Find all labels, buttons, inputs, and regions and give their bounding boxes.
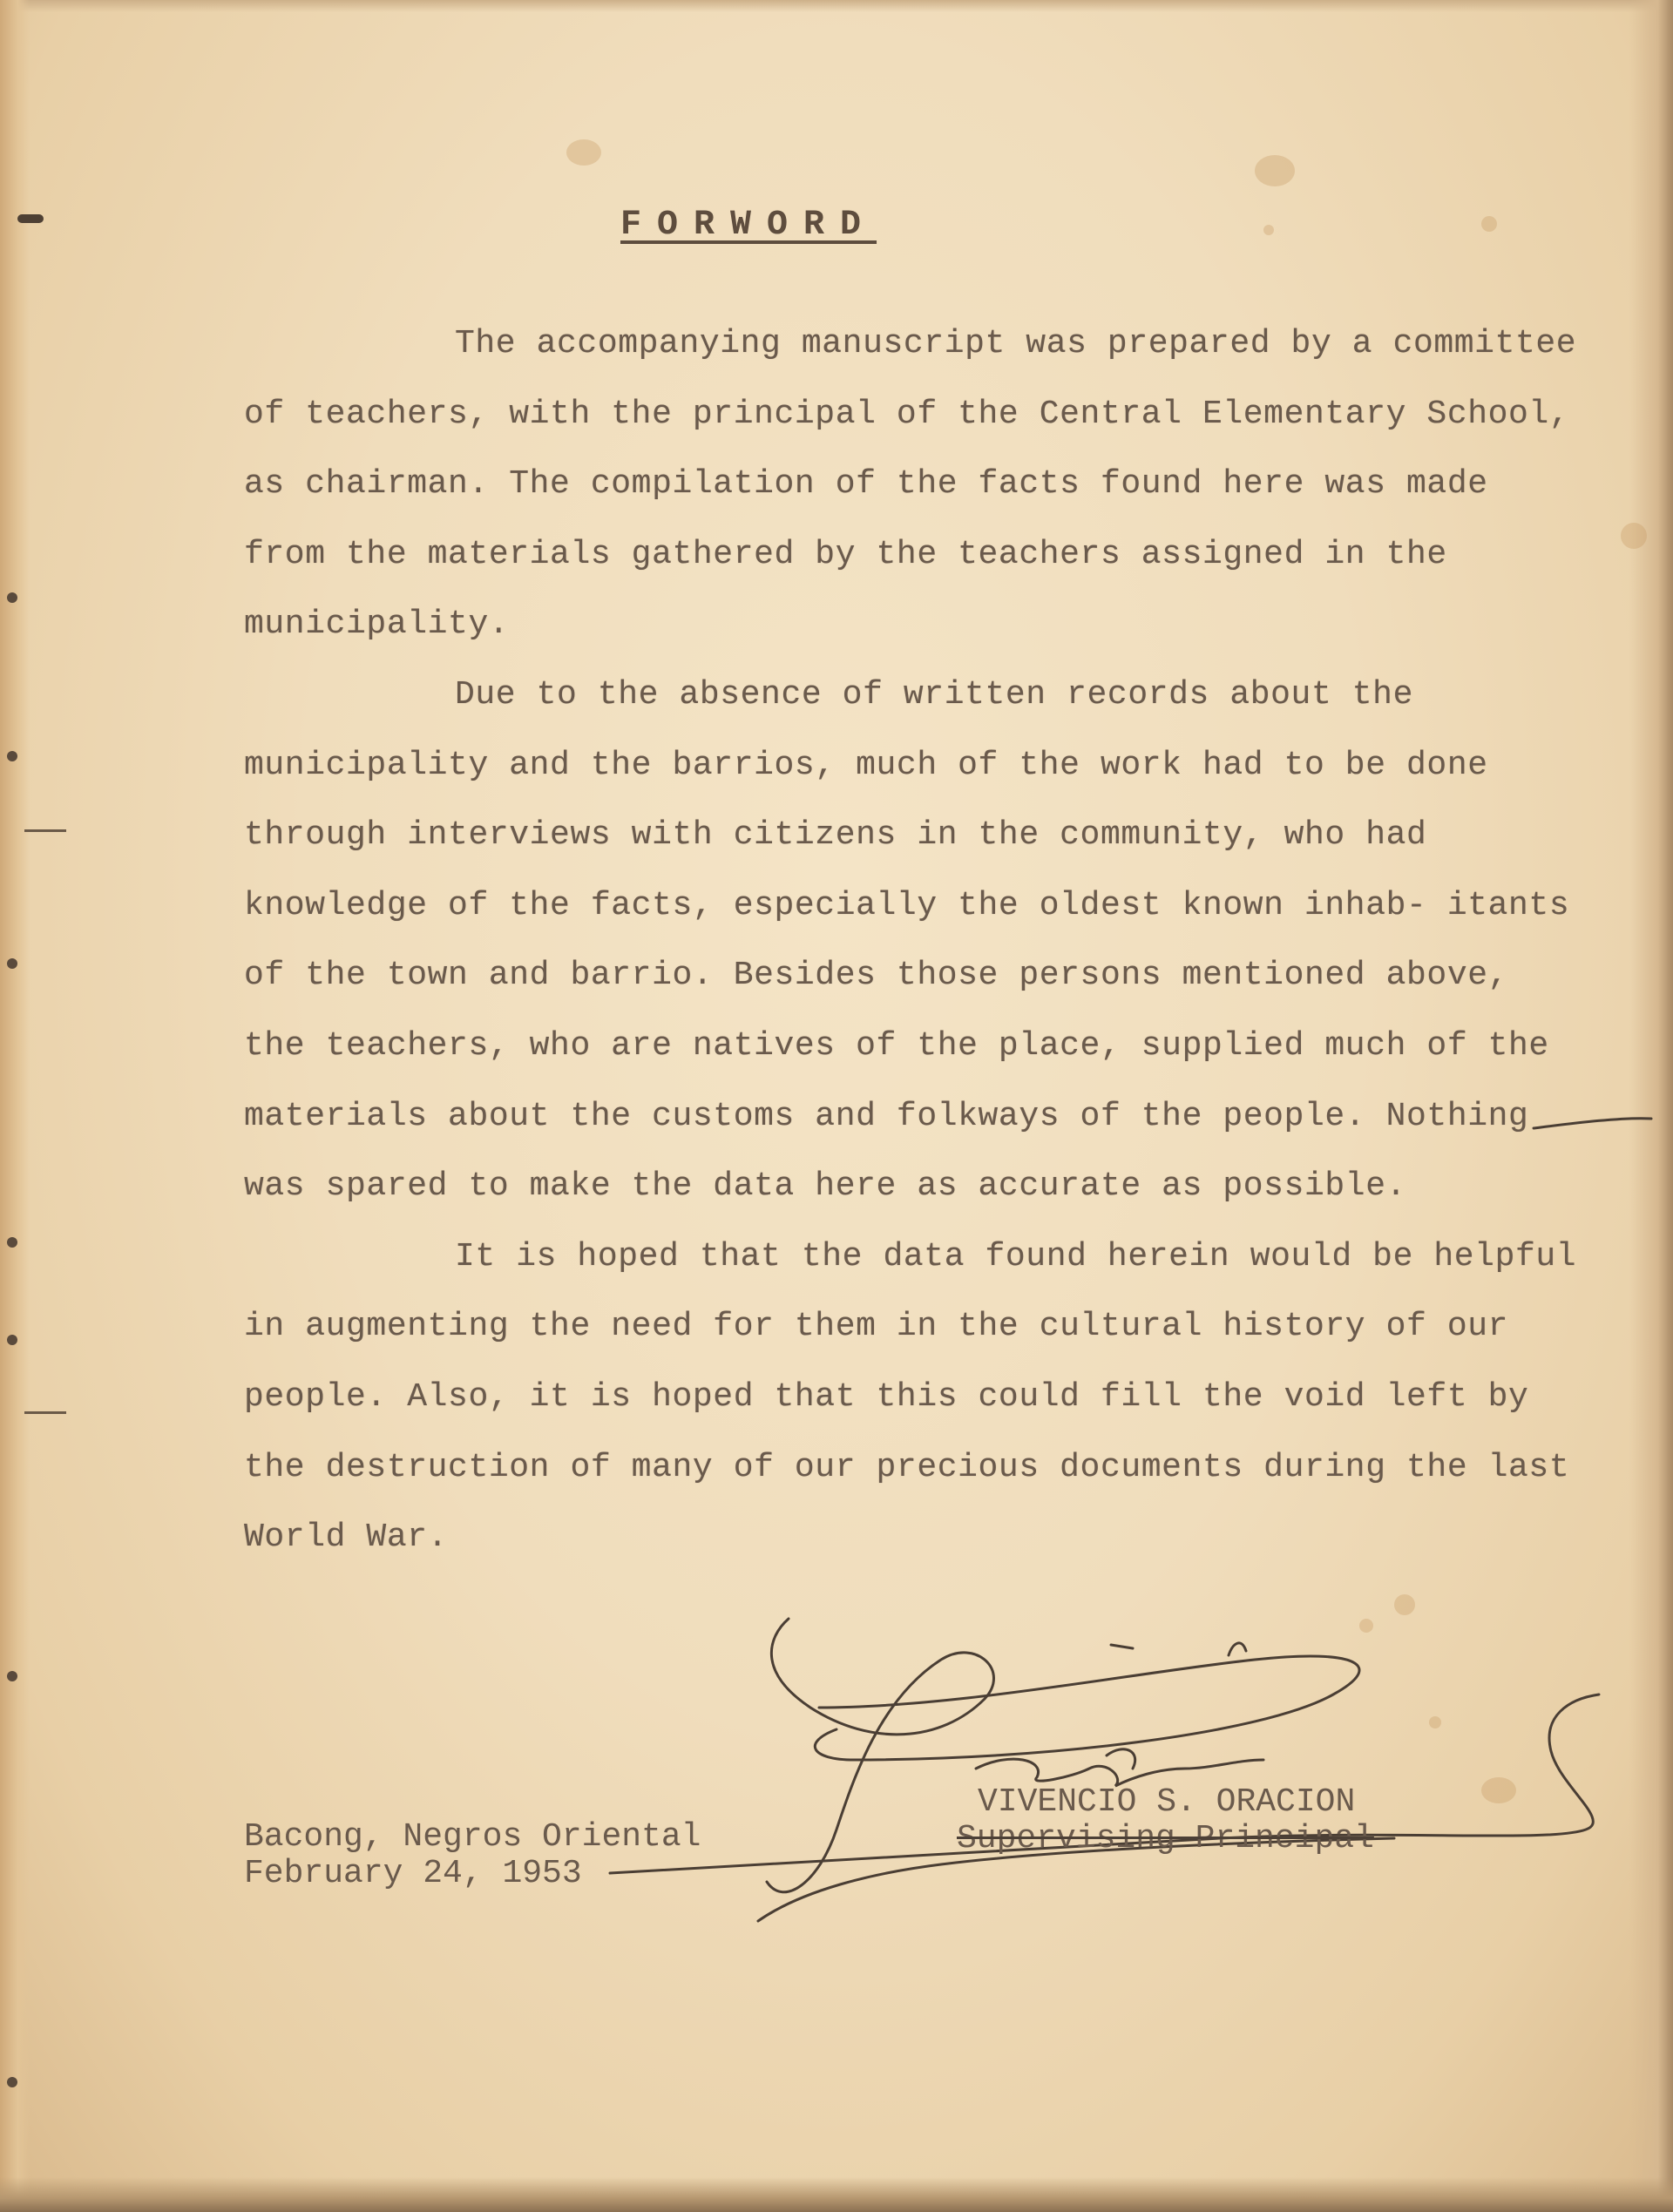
paper-right-edge (1629, 0, 1673, 2212)
signer-block (957, 1784, 1374, 1857)
paper-top-edge (0, 0, 1673, 12)
paper-stain (1263, 225, 1274, 235)
paper-stain (1359, 1619, 1373, 1633)
paper-stain (566, 139, 601, 166)
binding-mark (7, 1671, 17, 1681)
binding-mark (7, 592, 17, 603)
paper-stain (1394, 1594, 1415, 1615)
binding-mark (7, 751, 17, 761)
binding-hole (17, 214, 44, 223)
binding-mark (7, 1335, 17, 1345)
paper-stain (1429, 1716, 1441, 1728)
margin-rule-mark (24, 829, 66, 832)
date-line: February 24, 1953 (244, 1855, 582, 1892)
paragraph: It is hoped that the data found herein would be helpful in augmenting the need for them in the cultural history of our people. Also, it is hoped that this could fill the void left by the destruction of many of our precious documents during the last World War. (244, 1237, 1577, 1557)
paper-left-edge (0, 0, 30, 2212)
signer-name: VIVENCIO S. ORACION (978, 1783, 1356, 1821)
binding-mark (7, 958, 17, 969)
binding-mark (7, 1237, 17, 1248)
margin-rule-mark (24, 1411, 66, 1414)
signer-title: Supervising Principal (957, 1820, 1374, 1857)
signature-stroke (1111, 1645, 1133, 1648)
signature-stroke (1229, 1643, 1246, 1655)
place-line: Bacong, Negros Oriental (244, 1818, 701, 1856)
signature-stroke (815, 1656, 1359, 1760)
paper-stain (1481, 1777, 1516, 1803)
place-date-block (244, 1819, 701, 1892)
paper-bottom-edge (0, 2177, 1673, 2212)
paper-stain (1255, 155, 1295, 186)
paragraph: Due to the absence of written records about the municipality and the barrios, much of the work had to be done through interviews with citizens in the community, who had knowledge of the facts, especially the oldest known inhab- itants of the town and barrio. Besides those persons mentioned above, the teachers, who are natives of the place, supplied much of the materials about the customs and folkways of the people. Nothing was spared to make the data here as accurate as possible. (244, 675, 1570, 1206)
body-text (244, 309, 1586, 1573)
page-title: FORWORD (620, 206, 877, 245)
paper-stain (1621, 523, 1647, 549)
binding-mark (7, 2077, 17, 2087)
signature-stroke (1107, 1749, 1135, 1769)
signature-stroke (976, 1759, 1263, 1786)
paragraph: The accompanying manuscript was prepared by a committee of teachers, with the principal of the Central Elementary School, as chairman. The compilation of the facts found here was made from the materials gathered by the teachers assigned in the municipality. (244, 325, 1577, 644)
paper-stain (1481, 216, 1497, 232)
